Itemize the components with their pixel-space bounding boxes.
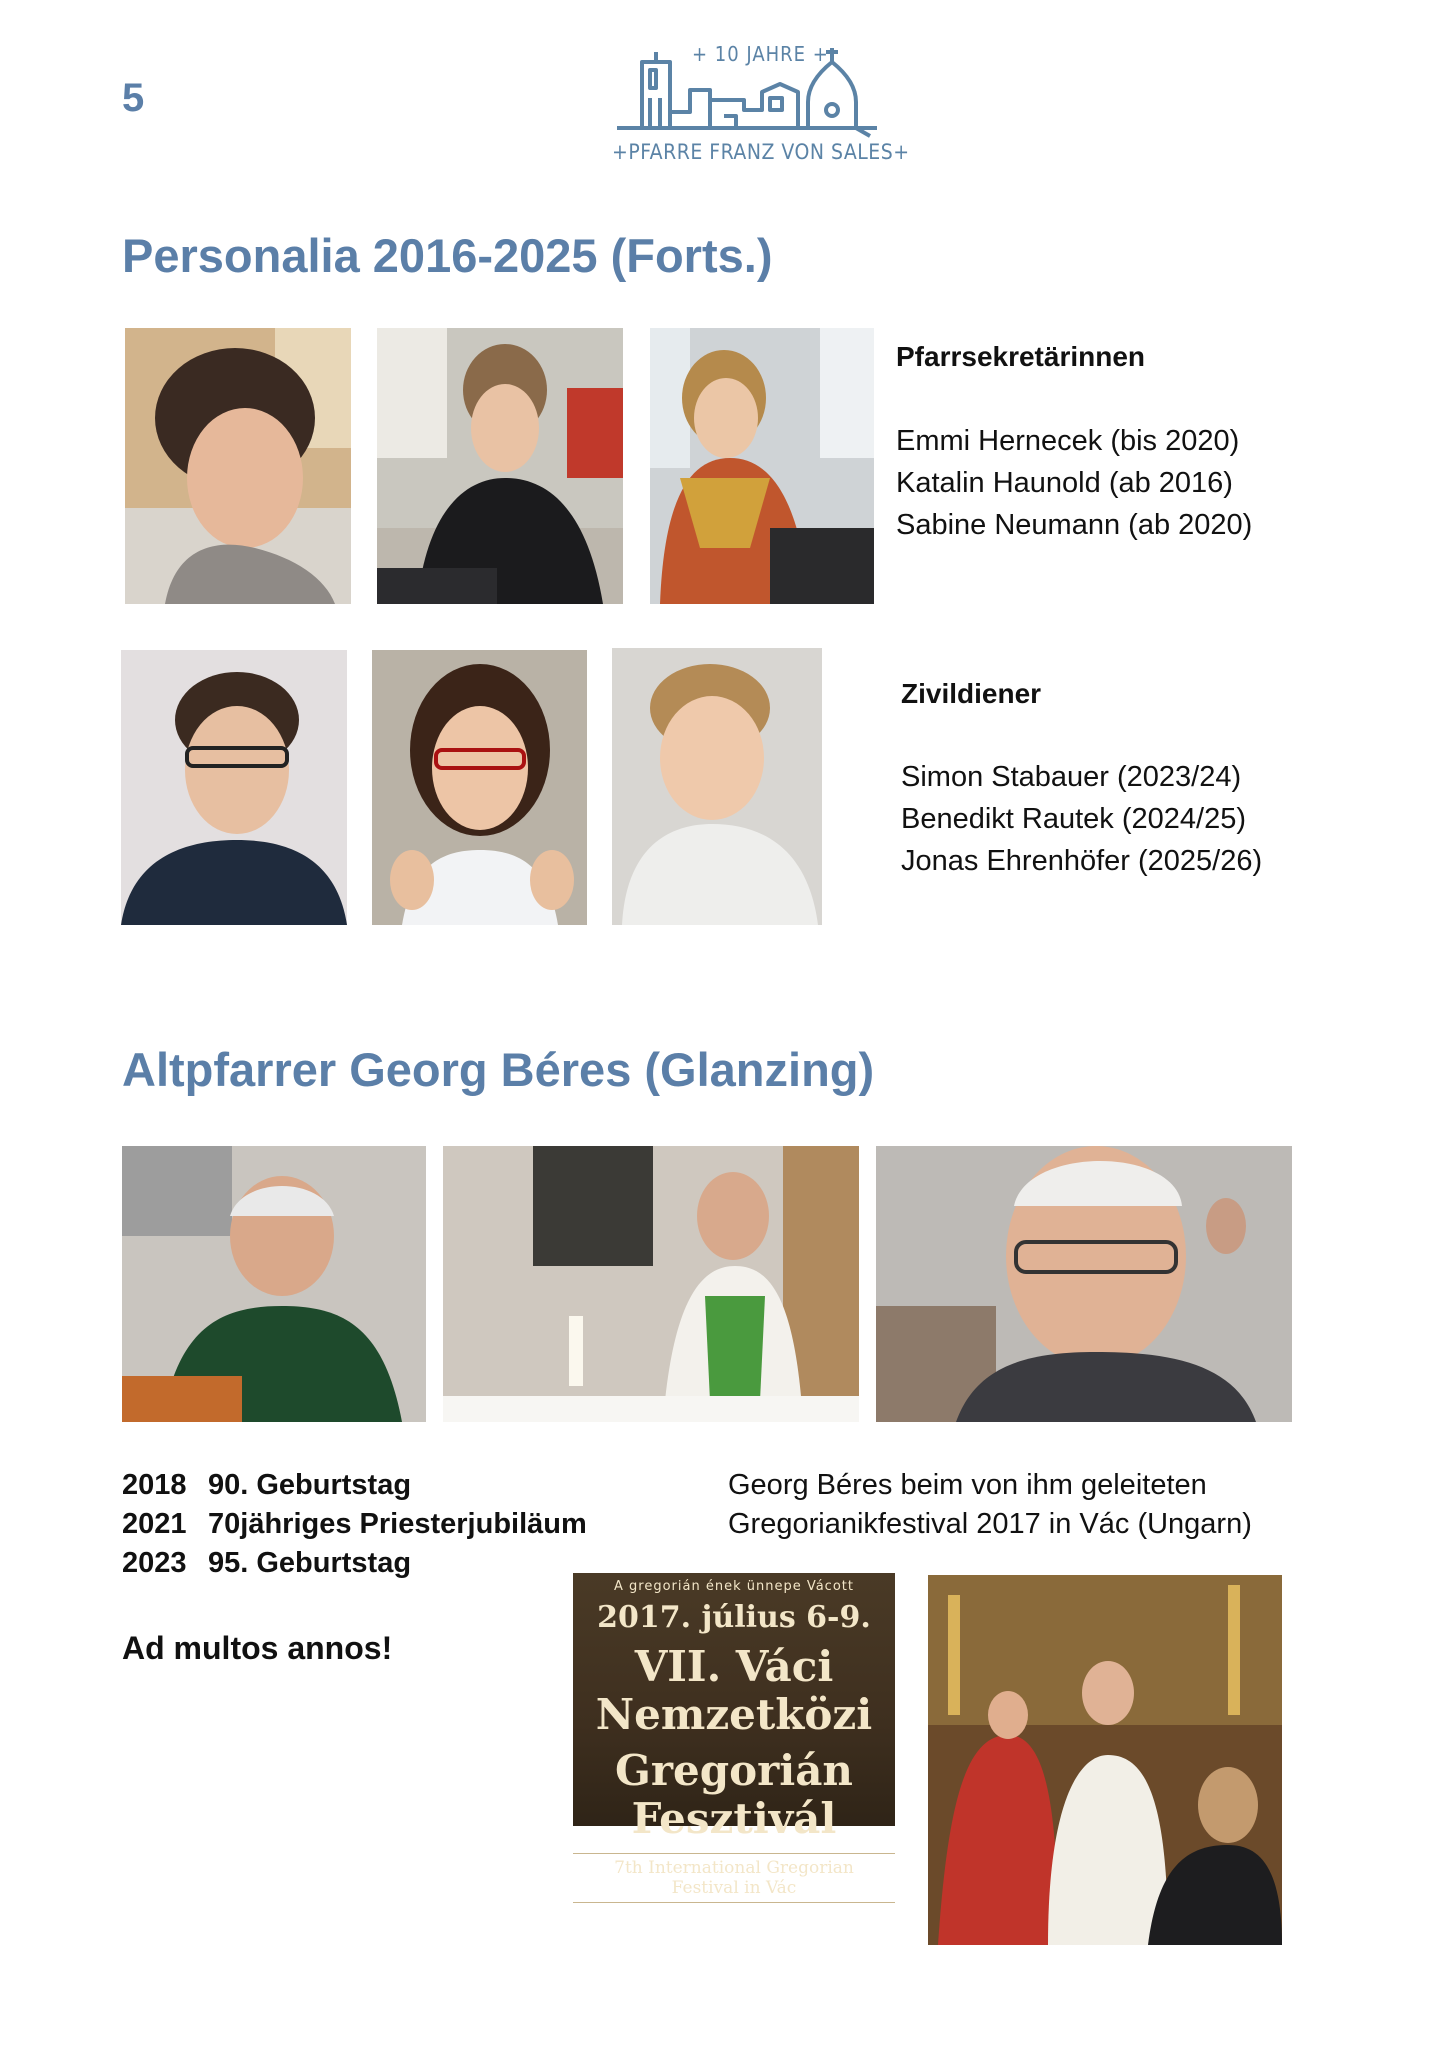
list-item: Jonas Ehrenhöfer (2025/26)	[901, 845, 1263, 877]
milestone-list	[122, 1466, 587, 1583]
civil-servants-title: Zivildiener	[901, 678, 1042, 709]
photo-secretary-2	[377, 328, 623, 604]
milestone-year: 2018	[122, 1469, 187, 1501]
photo-civil-servant-3	[612, 648, 822, 925]
list-item: Benedikt Rautek (2024/25)	[901, 803, 1246, 835]
photo-civil-servant-1	[121, 650, 347, 925]
poster-date: 2017. július 6-9.	[597, 1600, 871, 1635]
milestone-event: 95. Geburtstag	[208, 1547, 412, 1579]
secretaries-list	[896, 420, 1252, 546]
photo-secretary-1	[125, 328, 351, 604]
milestone-event: 70jähriges Priesterjubiläum	[208, 1508, 587, 1540]
section-heading-personalia: Personalia 2016-2025 (Forts.)	[122, 229, 773, 282]
milestone-year: 2021	[122, 1508, 187, 1540]
list-item: Sabine Neumann (ab 2020)	[896, 509, 1253, 541]
secretaries-title: Pfarrsekretärinnen	[896, 341, 1146, 372]
milestone-year: 2023	[122, 1547, 187, 1579]
photo-festival	[928, 1575, 1282, 1945]
logo-parish-text: +PFARRE FRANZ VON SALES+	[612, 140, 910, 164]
list-item: Emmi Hernecek (bis 2020)	[896, 425, 1240, 457]
parish-logo	[612, 40, 910, 172]
photo-civil-servant-2	[372, 650, 587, 925]
milestone-row	[122, 1544, 587, 1583]
list-item: Katalin Haunold (ab 2016)	[896, 467, 1233, 499]
caption-line: Georg Béres beim von ihm geleiteten	[728, 1469, 1207, 1501]
poster-title-line1: VII. Váci Nemzetközi	[595, 1642, 873, 1739]
festival-caption	[728, 1466, 1252, 1544]
poster-title-line2: Gregorián Fesztivál	[615, 1746, 853, 1843]
page-number: 5	[122, 76, 145, 120]
photo-beres-2	[443, 1146, 859, 1422]
photo-secretary-3	[650, 328, 874, 604]
wish-text: Ad multos annos!	[122, 1630, 393, 1666]
photo-beres-1	[122, 1146, 426, 1422]
photo-beres-3	[876, 1146, 1292, 1422]
logo-years-text: + 10 JAHRE +	[692, 42, 829, 66]
section-heading-beres: Altpfarrer Georg Béres (Glanzing)	[122, 1043, 875, 1096]
milestone-row	[122, 1466, 587, 1505]
poster-top-text: A gregorián ének ünnepe Vácott	[614, 1579, 854, 1594]
civil-servants-list	[901, 756, 1262, 882]
milestone-row	[122, 1505, 587, 1544]
poster-subtitle: 7th International Gregorian Festival in Vác	[573, 1853, 895, 1903]
list-item: Simon Stabauer (2023/24)	[901, 761, 1242, 793]
festival-poster	[573, 1573, 895, 1898]
milestone-event: 90. Geburtstag	[208, 1469, 412, 1501]
caption-line: Gregorianikfestival 2017 in Vác (Ungarn)	[728, 1508, 1252, 1540]
